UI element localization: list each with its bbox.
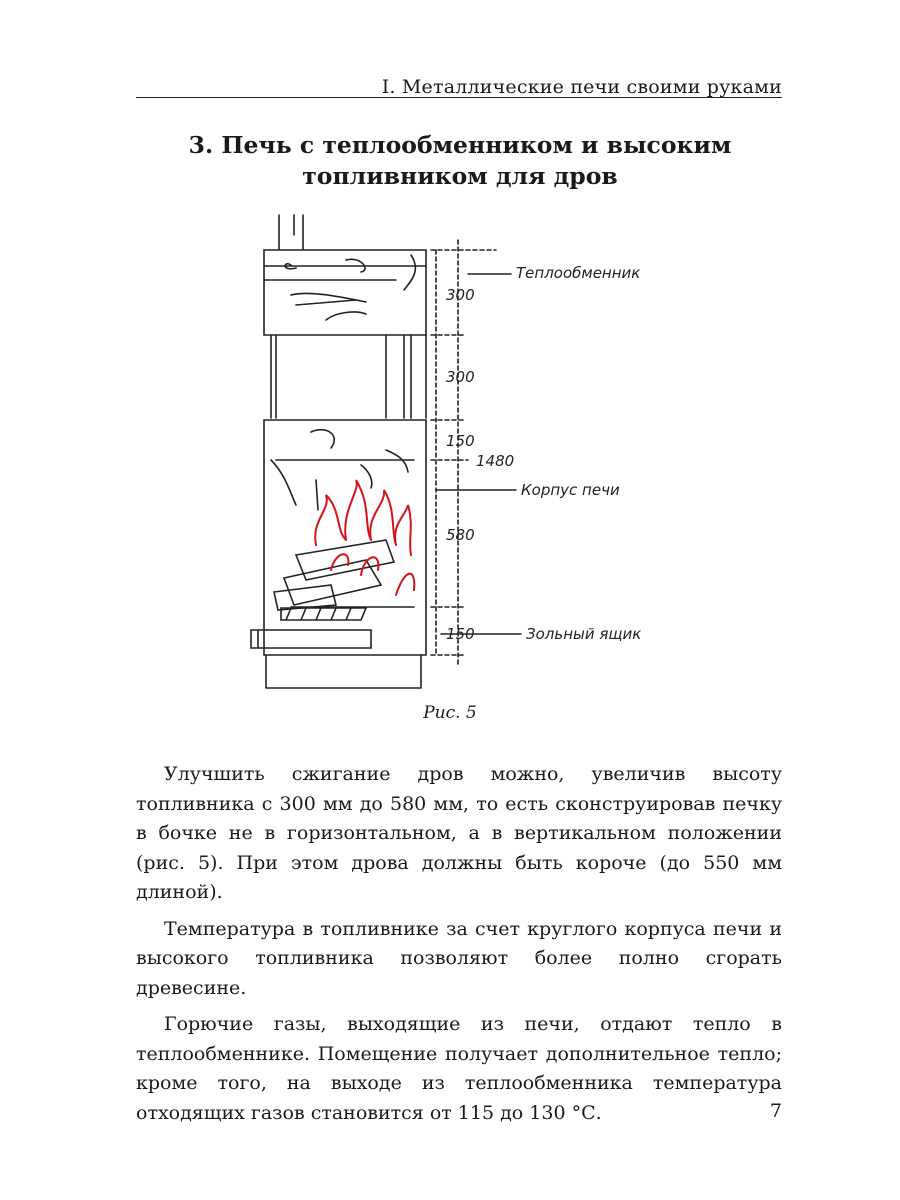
stove-legs <box>266 655 421 688</box>
heat-exchanger-box <box>264 250 426 335</box>
paragraph-1: Улучшить сжигание дров можно, увеличив высоту топливника с 300 мм до 580 мм, то есть сконструировав печку в бочке не в горизонтальном, а в вертикальном положении (рис. 5). При этом дрова должны быть короче (до 550 мм длиной). <box>136 763 782 903</box>
dim-300-top: 300 <box>446 286 475 304</box>
chimney-pipe <box>279 215 303 250</box>
ash-box <box>251 630 371 648</box>
section-title <box>120 130 800 192</box>
section-title-line-2: топливником для дров <box>302 162 618 190</box>
page-number: 7 <box>769 1100 782 1122</box>
dim-150-lower: 150 <box>446 625 475 643</box>
flow-arrows-exchanger <box>285 255 415 320</box>
stove-drawing-figure <box>236 210 686 695</box>
stove-drawing <box>236 210 686 695</box>
label-heat-exchanger: Теплообменник <box>516 264 641 282</box>
body-text <box>136 760 782 1135</box>
grate <box>281 608 366 620</box>
connecting-pipes <box>271 335 426 418</box>
flames <box>315 480 414 595</box>
firewood-logs <box>274 540 394 610</box>
dim-1480-total: 1480 <box>476 452 515 470</box>
dim-300-mid: 300 <box>446 368 475 386</box>
figure-caption: Рис. 5 <box>423 703 477 723</box>
dim-580: 580 <box>446 526 475 544</box>
header-rule <box>136 97 782 98</box>
paragraph-2: Температура в топливнике за счет круглого корпуса печи и высокого топливника позволяют более полно сгорать древесине. <box>136 917 782 999</box>
dim-150-upper: 150 <box>446 432 475 450</box>
section-title-line-1: 3. Печь с теплообменником и высоким <box>188 131 732 159</box>
label-ash-box: Зольный ящик <box>526 625 642 643</box>
paragraph-3: Горючие газы, выходящие из печи, отдают тепло в теплообменнике. Помещение получает дополнительное тепло; кроме того, на выходе из теплообменника температура отходящих газов становится от 115 до 130 °С. <box>136 1013 782 1124</box>
label-stove-body: Корпус печи <box>521 481 620 499</box>
running-head: I. Металлические печи своими руками <box>381 76 782 98</box>
